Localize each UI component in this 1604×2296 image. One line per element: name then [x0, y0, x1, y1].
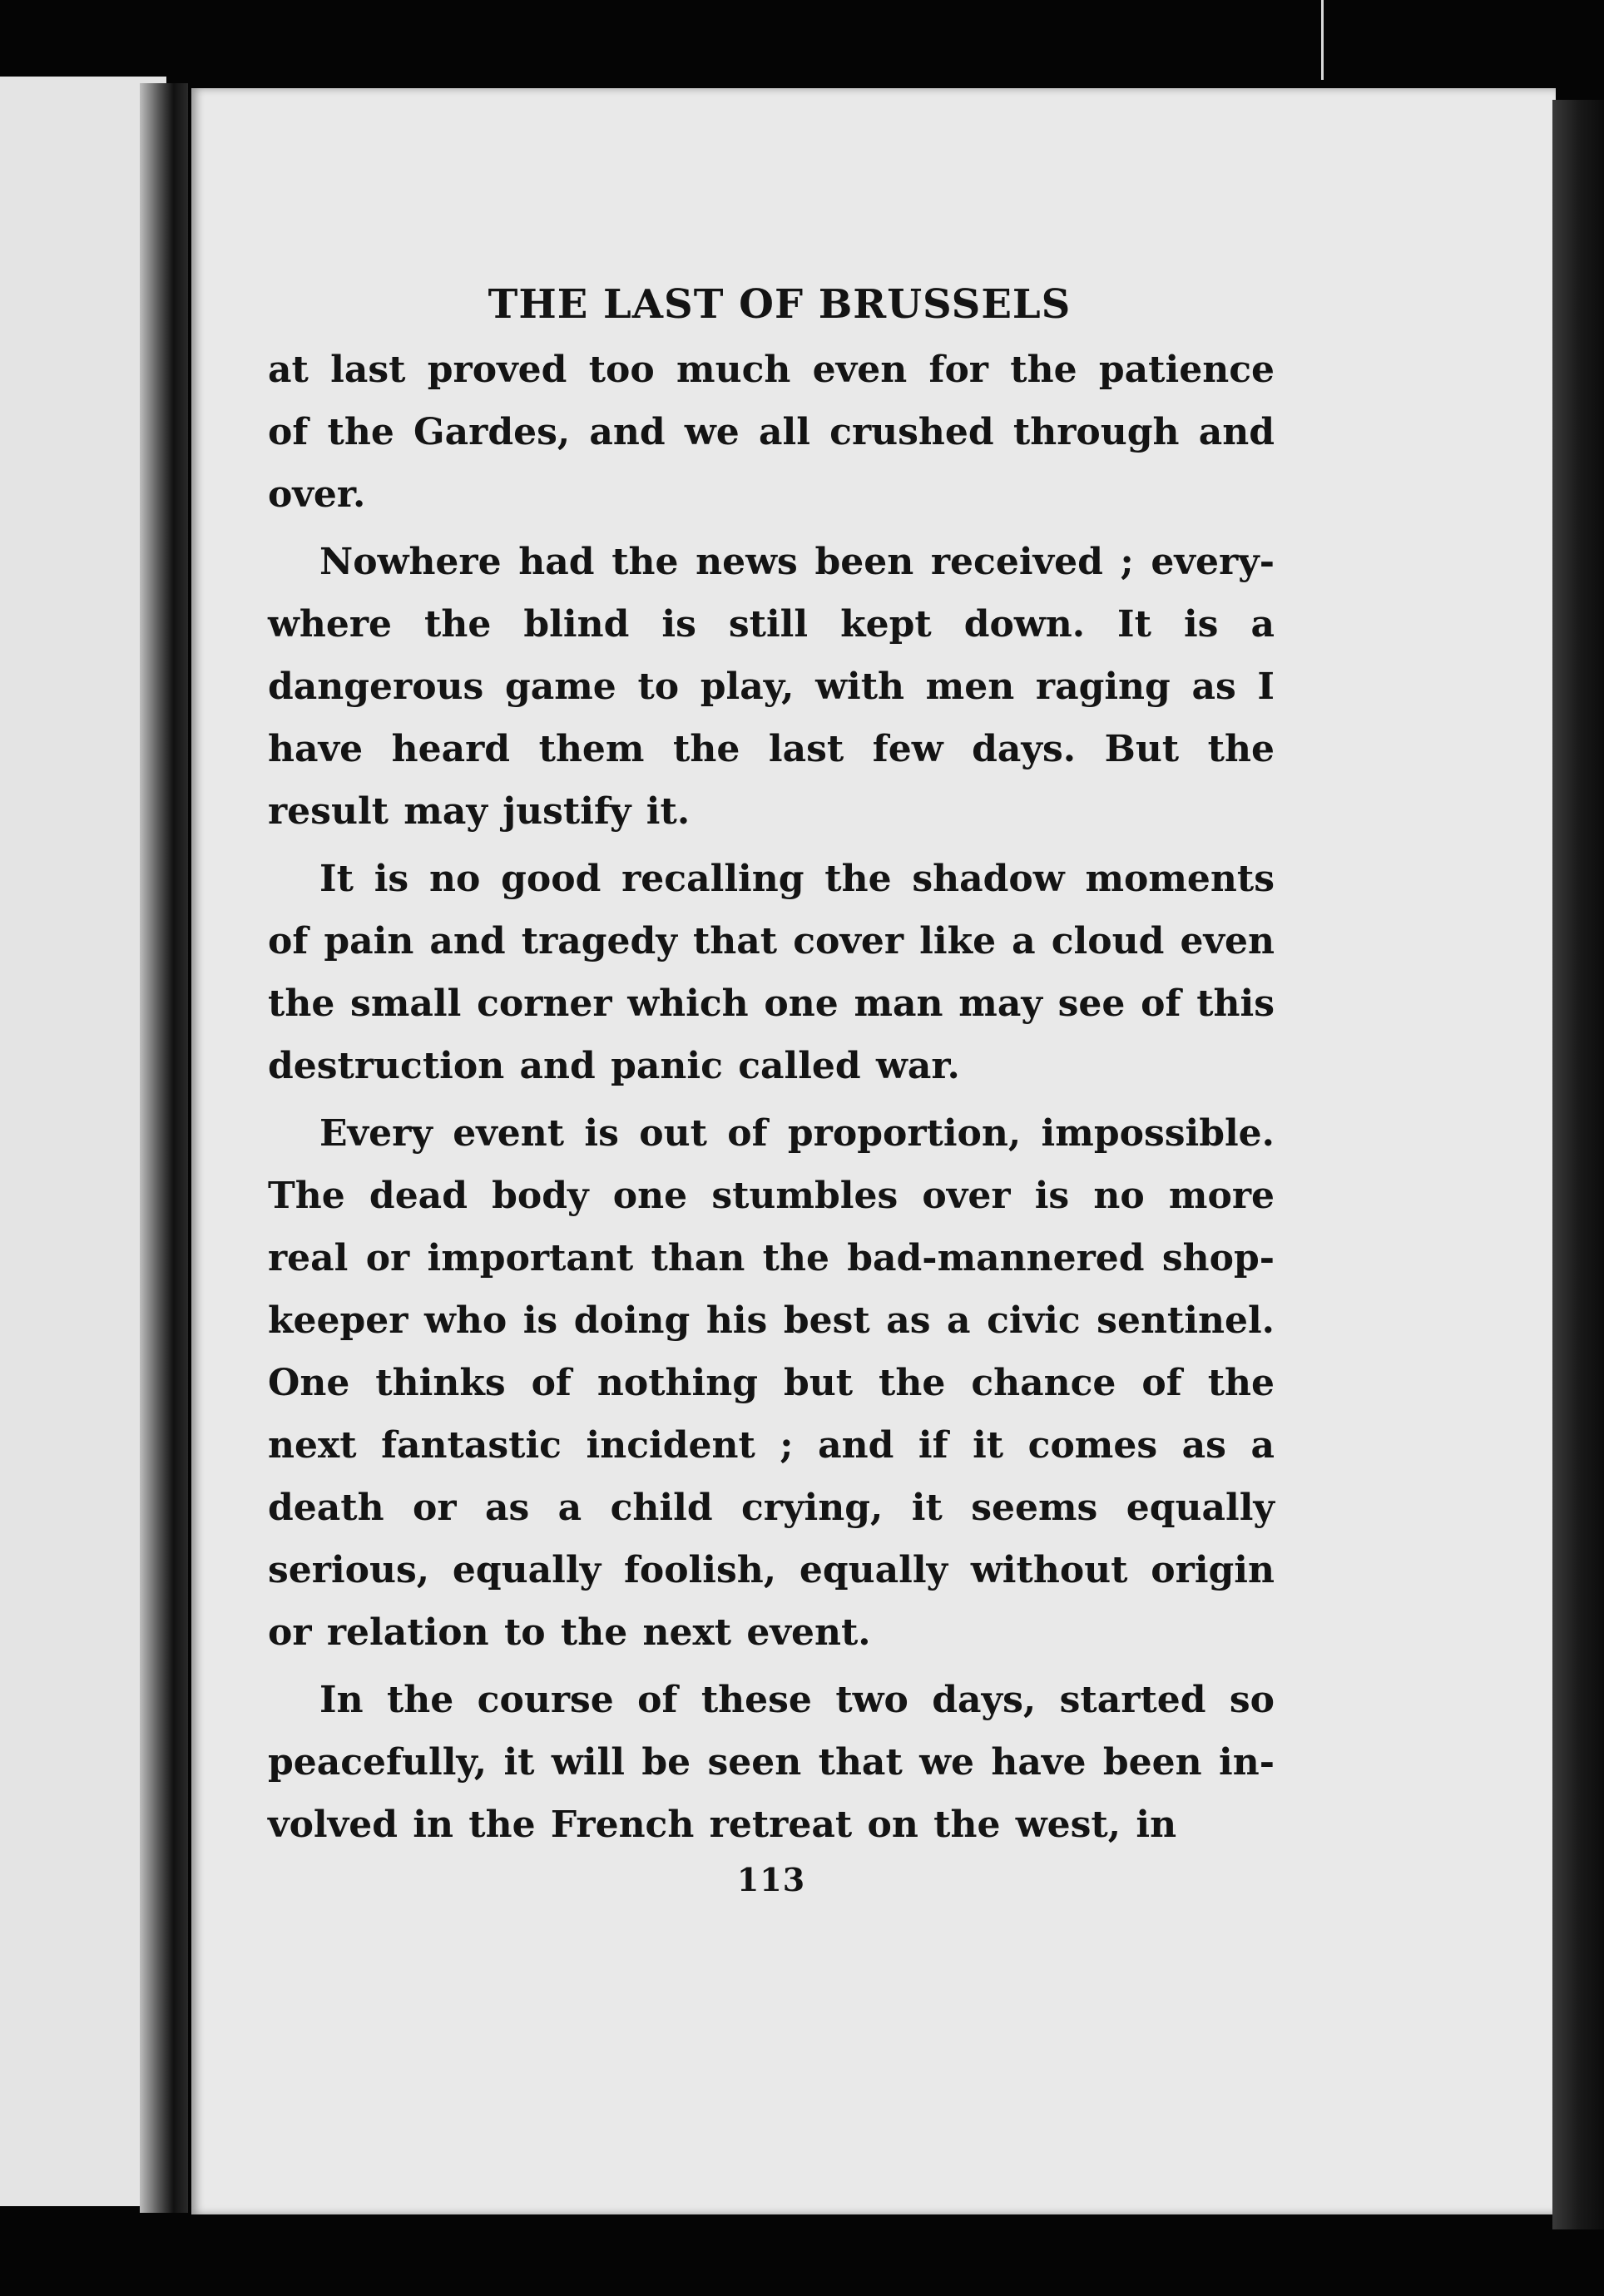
paragraph: In the course of these two days, started so peacefully, it will be seen that we have been in-volved in the French retreat on the west, in — [268, 1679, 1275, 1846]
paragraph-continued: at last proved too much even for the patience of the Gardes, and we all crushed through and over. — [268, 349, 1275, 516]
paragraph: Every event is out of proportion, impossible. The dead body one stumbles over is no more real or important than the bad-mannered shop-keeper who is doing his best as a civic sentinel. One thinks of nothing but the chance of the next fantastic incident ; and if it comes as a death or as a child crying, it seems equally serious, equally foolish, equally without origin or relation to the next event. — [268, 1112, 1275, 1654]
right-page-edge-shadow — [1552, 100, 1604, 2229]
paragraph: It is no good recalling the shadow moments of pain and tragedy that cover like a cloud even the small corner which one man may see of this destruction and panic called war. — [268, 858, 1275, 1087]
running-head: THE LAST OF BRUSSELS — [488, 281, 1072, 328]
page-text-block — [268, 270, 1275, 1898]
page-number: 113 — [736, 1861, 806, 1898]
book-spine-gutter — [140, 83, 188, 2213]
paragraph: Nowhere had the news been received ; every-where the blind is still kept down. It is a dangerous game to play, with men raging as I have heard them the last few days. But the result may justify it. — [268, 541, 1275, 833]
scan-edge-mark — [1321, 0, 1324, 80]
